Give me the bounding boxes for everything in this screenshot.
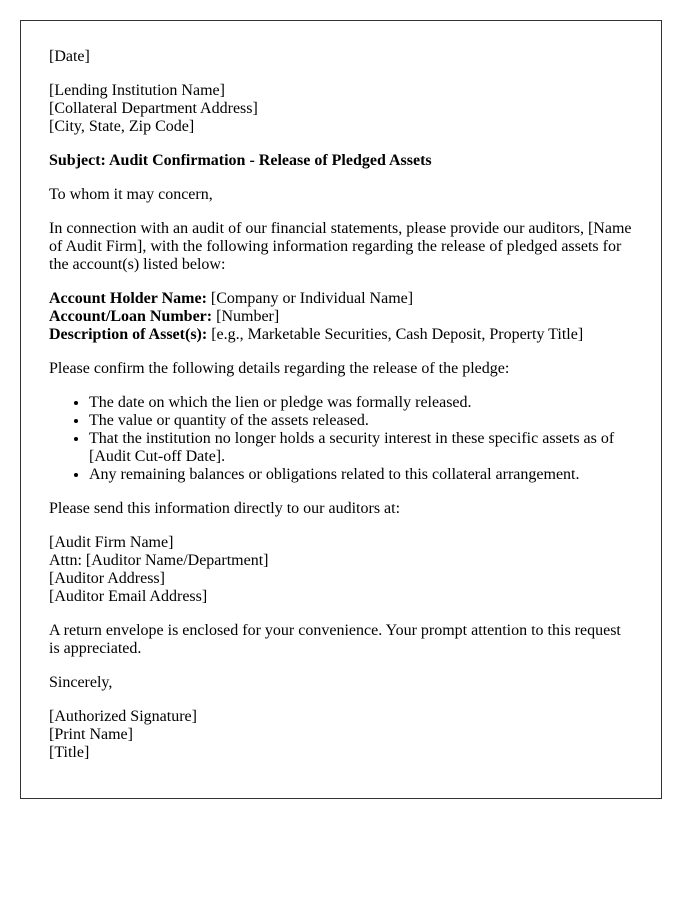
assets-label: Description of Asset(s): [49,326,208,343]
signature-block [49,708,634,762]
auditor-line: [Auditor Email Address] [49,588,208,605]
signature-line: [Print Name] [49,726,133,743]
assets-value: [e.g., Marketable Securities, Cash Deposit, Property Title] [207,326,584,343]
signature-line: [Title] [49,744,90,761]
auditor-line: Attn: [Auditor Name/Department] [49,552,269,569]
account-number-label: Account/Loan Number: [49,308,213,325]
signoff: Sincerely, [49,674,113,691]
recipient-address [49,82,634,136]
recipient-line: [City, State, Zip Code] [49,118,195,135]
confirm-list [49,394,634,484]
list-item: • Any remaining balances or obligations related to this collateral arrangement. [89,466,634,484]
list-item: • The date on which the lien or pledge was formally released. [89,394,634,412]
list-item: • The value or quantity of the assets released. [89,412,634,430]
intro-paragraph: In connection with an audit of our financial statements, please provide our auditors, [Name of Audit Firm], with the following information regarding the release of pledged assets for the account(s) listed below: [49,220,632,273]
auditor-line: [Auditor Address] [49,570,165,587]
closing-note: A return envelope is enclosed for your convenience. Your prompt attention to this request is appreciated. [49,622,621,657]
recipient-line: [Collateral Department Address] [49,100,258,117]
subject-text: Subject: Audit Confirmation - Release of Pledged Assets [49,152,432,169]
send-intro: Please send this information directly to our auditors at: [49,500,401,517]
account-holder-label: Account Holder Name: [49,290,207,307]
confirm-intro: Please confirm the following details regarding the release of the pledge: [49,360,510,377]
auditor-line: [Audit Firm Name] [49,534,174,551]
letter [20,20,662,799]
list-item: • That the institution no longer holds a security interest in these specific assets as of [Audit Cut-off Date]. [89,430,634,466]
account-number-value: [Number] [212,308,280,325]
signature-line: [Authorized Signature] [49,708,197,725]
account-holder-value: [Company or Individual Name] [206,290,414,307]
date: [Date] [49,48,90,65]
auditor-address [49,534,634,606]
subject [49,152,634,170]
salutation: To whom it may concern, [49,186,213,203]
recipient-line: [Lending Institution Name] [49,82,225,99]
account-details [49,290,634,344]
